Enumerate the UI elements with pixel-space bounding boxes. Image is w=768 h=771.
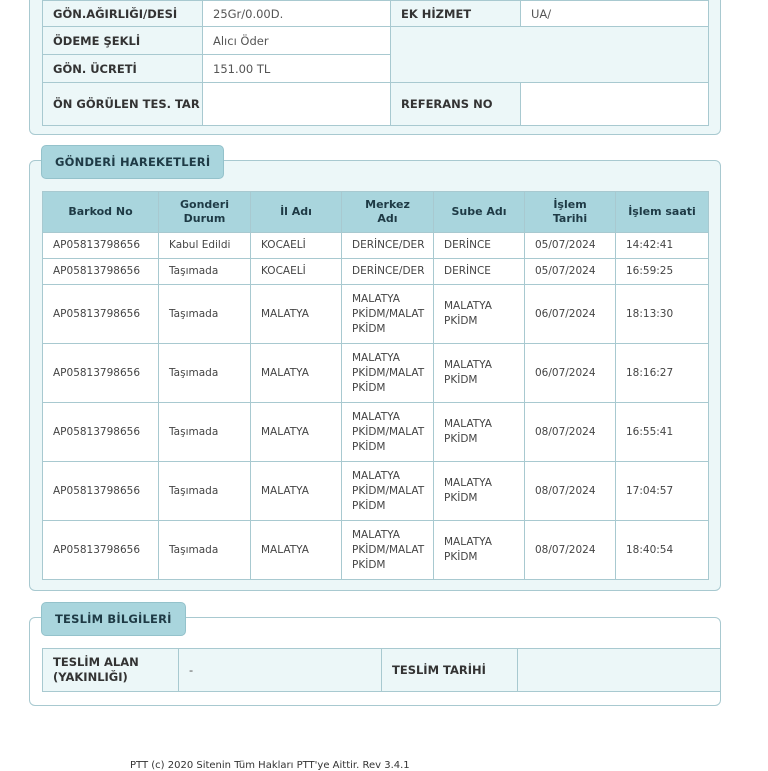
expected-delivery-date-value	[203, 83, 391, 126]
col-date: İşlem Tarihi	[525, 192, 616, 233]
expected-delivery-date-label: ÖN GÖRÜLEN TES. TAR	[43, 83, 203, 126]
info-row-expected-date	[43, 83, 709, 126]
status-cell: Taşımada	[159, 285, 251, 344]
movements-section-title: GÖNDERİ HAREKETLERİ	[41, 145, 224, 179]
date-cell: 06/07/2024	[525, 285, 616, 344]
date-cell: 06/07/2024	[525, 344, 616, 403]
date-cell: 08/07/2024	[525, 403, 616, 462]
col-center: Merkez Adı	[342, 192, 434, 233]
branch-cell: MALATYA PKİDM	[434, 344, 525, 403]
delivery-row	[43, 649, 721, 692]
barcode-cell: AP05813798656	[43, 259, 159, 285]
col-barcode: Barkod No	[43, 192, 159, 233]
info-row-payment	[43, 27, 709, 55]
status-cell: Kabul Edildi	[159, 233, 251, 259]
delivery-section-title: TESLİM BİLGİLERİ	[41, 602, 186, 636]
status-cell: Taşımada	[159, 462, 251, 521]
city-cell: MALATYA	[251, 344, 342, 403]
col-branch: Sube Adı	[434, 192, 525, 233]
city-cell: KOCAELİ	[251, 233, 342, 259]
extra-service-value: UA/	[521, 1, 709, 27]
movement-row	[43, 521, 709, 580]
date-cell: 05/07/2024	[525, 259, 616, 285]
date-cell: 05/07/2024	[525, 233, 616, 259]
center-cell: MALATYA PKİDM/MALAT PKİDM	[342, 285, 434, 344]
center-cell: MALATYA PKİDM/MALAT PKİDM	[342, 462, 434, 521]
city-cell: MALATYA	[251, 285, 342, 344]
time-cell: 18:16:27	[616, 344, 709, 403]
barcode-cell: AP05813798656	[43, 462, 159, 521]
reference-no-label: REFERANS NO	[391, 83, 521, 126]
reference-no-value	[521, 83, 709, 126]
shipment-info-card	[29, 0, 721, 135]
barcode-cell: AP05813798656	[43, 233, 159, 259]
shipment-info-table	[42, 0, 709, 126]
center-cell: MALATYA PKİDM/MALAT PKİDM	[342, 403, 434, 462]
movement-row	[43, 285, 709, 344]
branch-cell: MALATYA PKİDM	[434, 285, 525, 344]
branch-cell: MALATYA PKİDM	[434, 521, 525, 580]
time-cell: 18:40:54	[616, 521, 709, 580]
city-cell: MALATYA	[251, 462, 342, 521]
payment-type-value: Alıcı Öder	[203, 27, 391, 55]
status-cell: Taşımada	[159, 259, 251, 285]
time-cell: 18:13:30	[616, 285, 709, 344]
movement-row	[43, 233, 709, 259]
city-cell: KOCAELİ	[251, 259, 342, 285]
branch-cell: DERİNCE	[434, 259, 525, 285]
time-cell: 17:04:57	[616, 462, 709, 521]
col-status: Gonderi Durum	[159, 192, 251, 233]
date-cell: 08/07/2024	[525, 462, 616, 521]
center-cell: DERİNCE/DER	[342, 259, 434, 285]
receiver-label: TESLİM ALAN (YAKINLIĞI)	[43, 649, 179, 692]
movement-row	[43, 344, 709, 403]
city-cell: MALATYA	[251, 521, 342, 580]
movement-row	[43, 259, 709, 285]
city-cell: MALATYA	[251, 403, 342, 462]
shipment-fee-label: GÖN. ÜCRETİ	[43, 55, 203, 83]
date-cell: 08/07/2024	[525, 521, 616, 580]
center-cell: MALATYA PKİDM/MALAT PKİDM	[342, 344, 434, 403]
center-cell: MALATYA PKİDM/MALAT PKİDM	[342, 521, 434, 580]
info-empty-cell	[391, 27, 709, 83]
weight-label: GÖN.AĞIRLIĞI/DESİ	[43, 1, 203, 27]
time-cell: 14:42:41	[616, 233, 709, 259]
barcode-cell: AP05813798656	[43, 521, 159, 580]
weight-value: 25Gr/0.00D.	[203, 1, 391, 27]
time-cell: 16:59:25	[616, 259, 709, 285]
movement-row	[43, 403, 709, 462]
movements-table	[42, 191, 709, 580]
barcode-cell: AP05813798656	[43, 285, 159, 344]
branch-cell: DERİNCE	[434, 233, 525, 259]
delivery-table	[42, 648, 721, 692]
movements-body	[43, 233, 709, 580]
movement-row	[43, 462, 709, 521]
receiver-value: -	[179, 649, 382, 692]
payment-type-label: ÖDEME ŞEKLİ	[43, 27, 203, 55]
col-city: İl Adı	[251, 192, 342, 233]
col-time: İşlem saati	[616, 192, 709, 233]
shipment-fee-value: 151.00 TL	[203, 55, 391, 83]
delivery-date-label: TESLİM TARİHİ	[382, 649, 518, 692]
status-cell: Taşımada	[159, 403, 251, 462]
branch-cell: MALATYA PKİDM	[434, 462, 525, 521]
status-cell: Taşımada	[159, 521, 251, 580]
delivery-date-value	[518, 649, 721, 692]
barcode-cell: AP05813798656	[43, 344, 159, 403]
branch-cell: MALATYA PKİDM	[434, 403, 525, 462]
status-cell: Taşımada	[159, 344, 251, 403]
info-row-weight	[43, 1, 709, 27]
footer-text: PTT (c) 2020 Sitenin Tüm Hakları PTT'ye Aittir. Rev 3.4.1	[130, 760, 410, 771]
movements-card	[29, 160, 721, 591]
barcode-cell: AP05813798656	[43, 403, 159, 462]
movements-header-row	[43, 192, 709, 233]
extra-service-label: EK HİZMET	[391, 1, 521, 27]
center-cell: DERİNCE/DER	[342, 233, 434, 259]
time-cell: 16:55:41	[616, 403, 709, 462]
